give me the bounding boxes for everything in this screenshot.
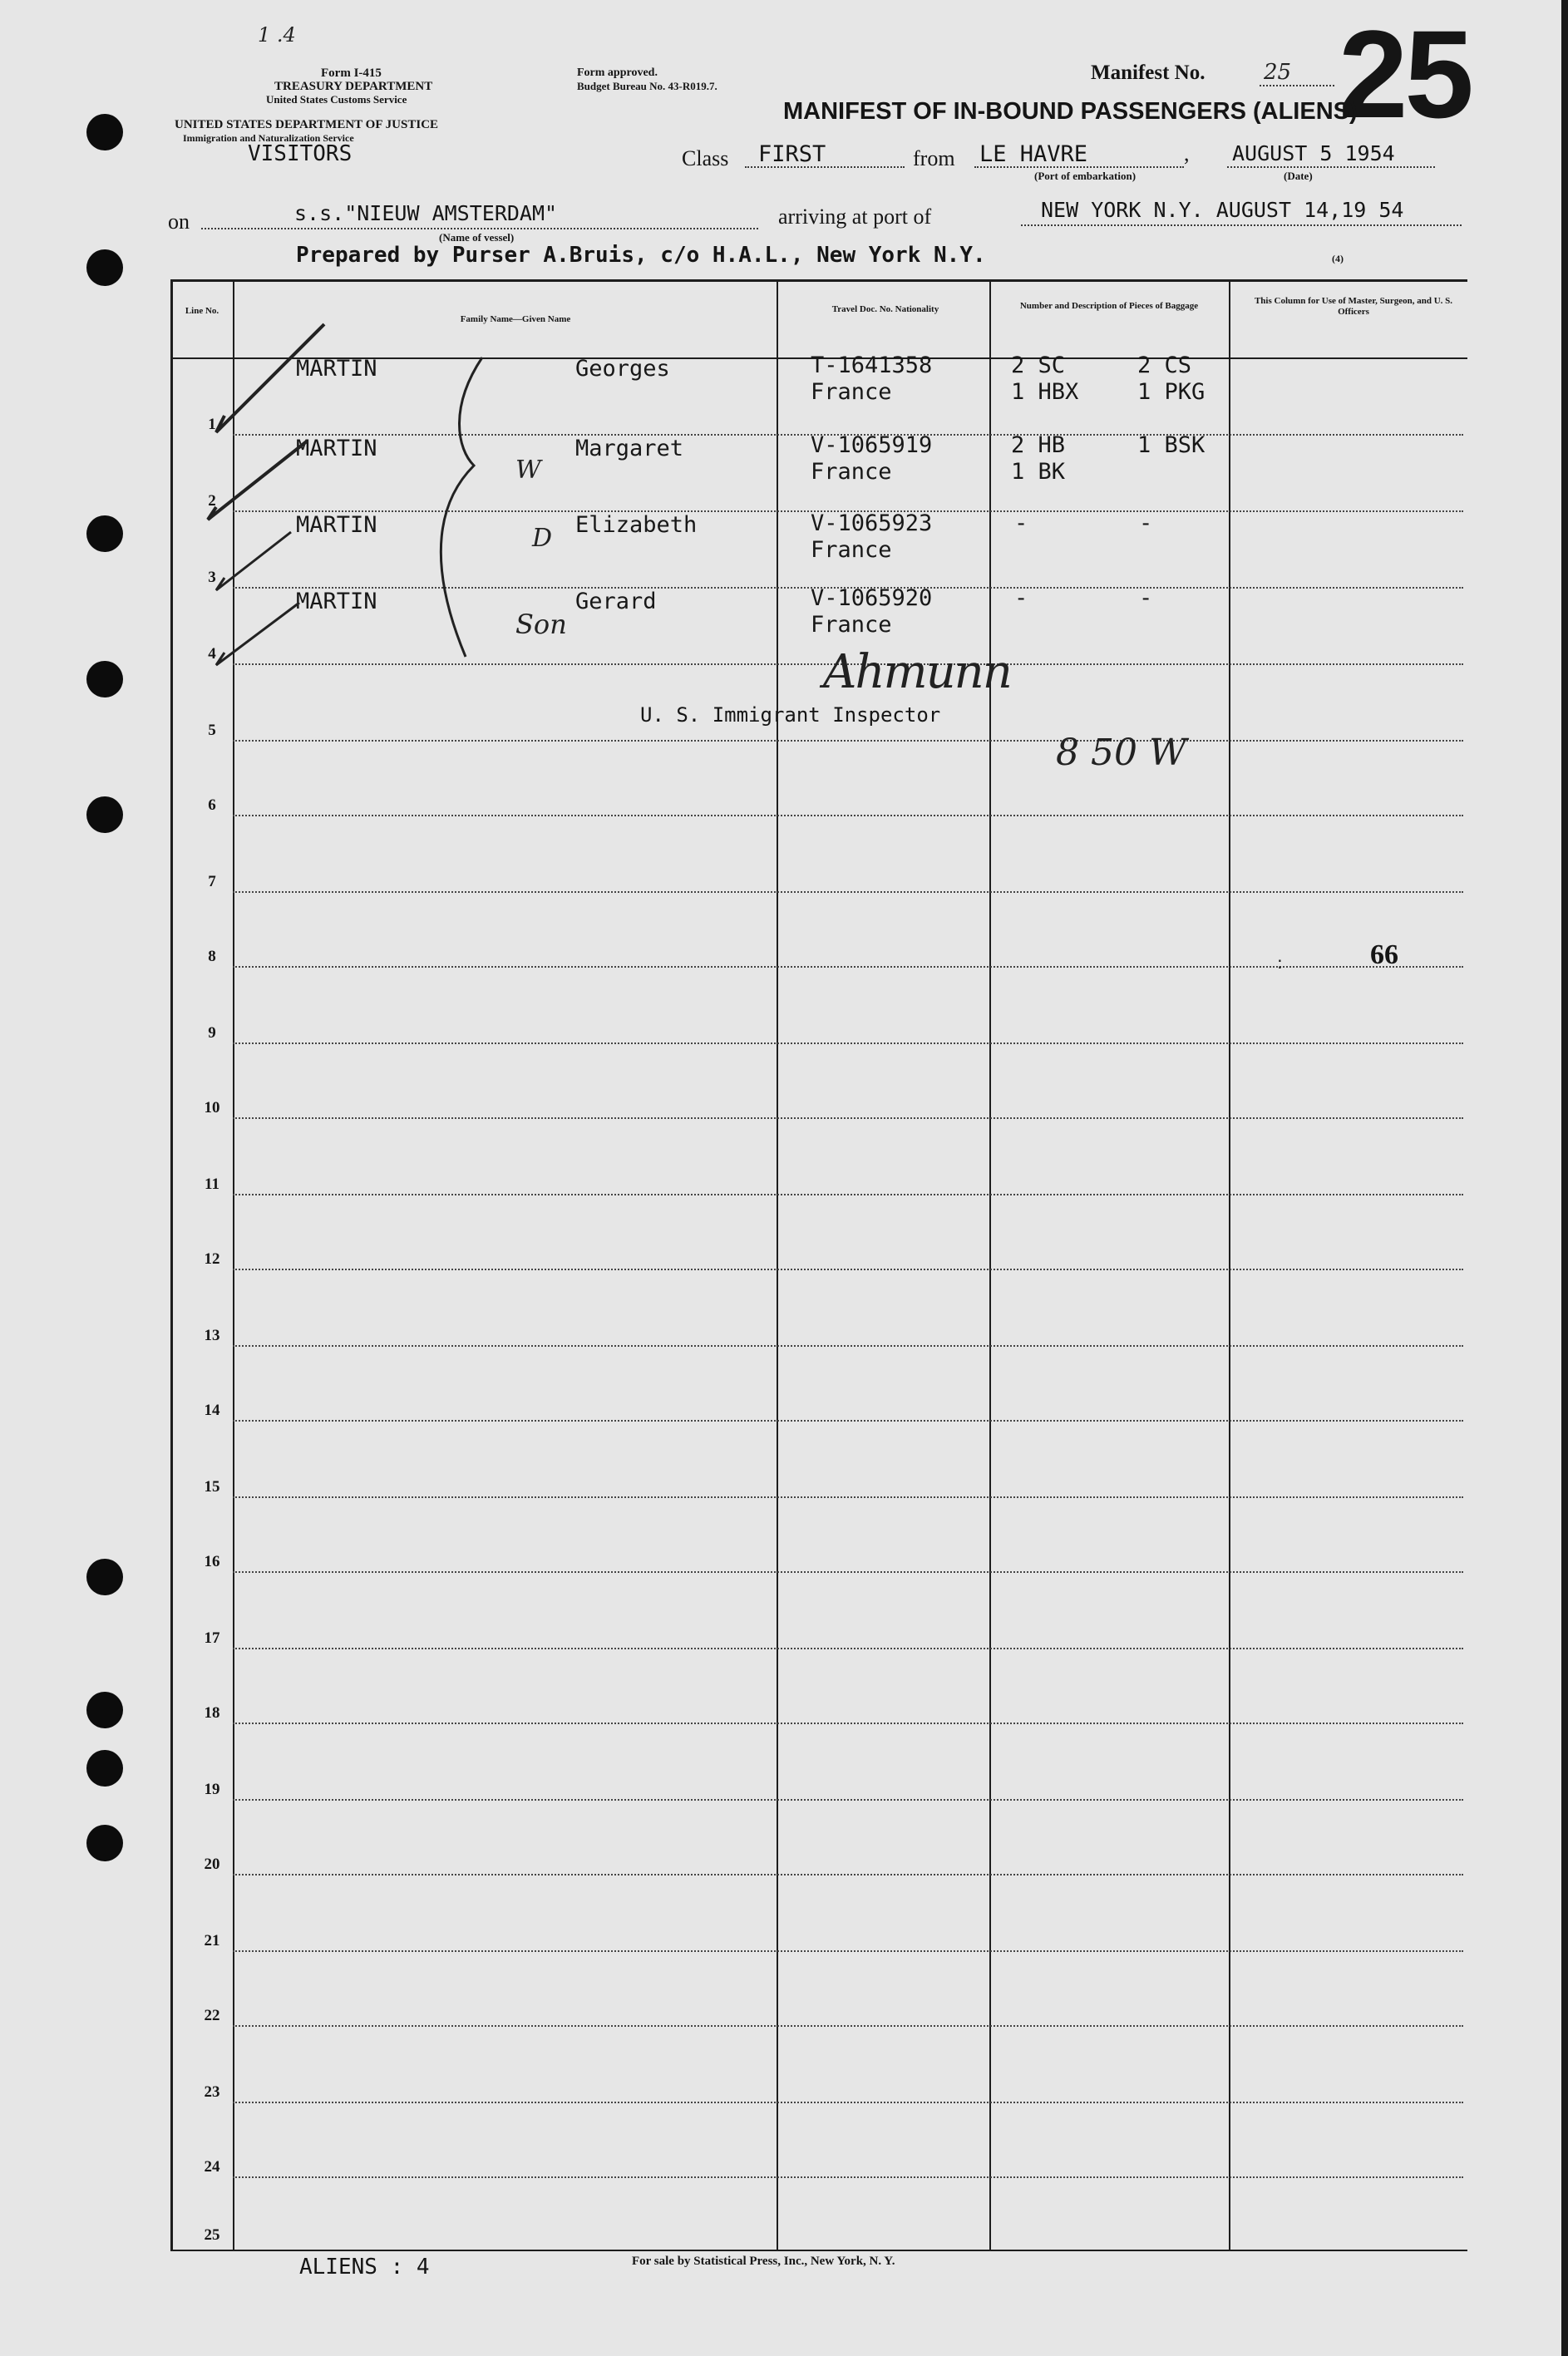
line-number: 21 xyxy=(204,1932,220,1949)
line-number: 22 xyxy=(204,2007,220,2024)
row-rule xyxy=(233,1648,1463,1649)
row-rule xyxy=(233,1420,1463,1422)
row-rule xyxy=(233,1723,1463,1724)
doc-col-divider xyxy=(989,279,991,2251)
binder-hole xyxy=(86,796,123,833)
baggage-item: 2 CS xyxy=(1137,352,1192,378)
inspector-label: U. S. Immigrant Inspector xyxy=(640,703,941,727)
binder-hole xyxy=(86,1825,123,1861)
baggage-item: 1 PKG xyxy=(1137,379,1206,405)
family-name: MARTIN xyxy=(296,512,377,538)
baggage-item: 1 HBX xyxy=(1011,379,1079,405)
baggage-item: 2 SC xyxy=(1011,352,1066,378)
arrival-underline xyxy=(1021,224,1462,226)
vessel-underline xyxy=(201,228,758,229)
line-number: 7 xyxy=(208,873,216,890)
margin-number: 66 xyxy=(1370,939,1398,970)
table-top-border xyxy=(170,279,1467,282)
col-header-officers: This Column for Use of Master, Surgeon, and U. S. Officers xyxy=(1254,296,1453,317)
line-number: 9 xyxy=(208,1024,216,1042)
line-number: 13 xyxy=(204,1327,220,1344)
date-underline xyxy=(1227,166,1435,168)
given-name: Elizabeth xyxy=(575,512,698,538)
line-number: 2 xyxy=(208,492,216,510)
line-number: 18 xyxy=(204,1704,220,1722)
line-number: 3 xyxy=(208,569,216,586)
baggage-col-divider xyxy=(1229,279,1230,2251)
row-rule xyxy=(233,1799,1463,1801)
prepared-by-line: Prepared by Purser A.Bruis, c/o H.A.L., New York N.Y. xyxy=(296,243,986,268)
row-rule xyxy=(233,740,1463,742)
date-value: AUGUST 5 1954 xyxy=(1232,141,1395,165)
line-number: 11 xyxy=(205,1176,219,1193)
line-number: 15 xyxy=(204,1478,220,1496)
nationality: France xyxy=(811,537,892,563)
row-rule xyxy=(233,1496,1463,1498)
given-name: Georges xyxy=(575,356,670,382)
class-underline xyxy=(745,166,905,168)
baggage-item: - xyxy=(1014,585,1028,611)
from-label: from xyxy=(913,146,955,170)
comma: , xyxy=(1184,141,1190,165)
line-number: 4 xyxy=(208,645,216,663)
line-number: 17 xyxy=(204,1629,220,1647)
line-number: 6 xyxy=(208,796,216,814)
checkmark-icon xyxy=(216,603,299,665)
line-number: 5 xyxy=(208,722,216,739)
row-rule xyxy=(233,1571,1463,1573)
manifest-no-value: 25 xyxy=(1264,60,1292,85)
binder-hole xyxy=(86,661,123,697)
aliens-stamp: ALIENS : 4 xyxy=(299,2255,430,2280)
checkmarks-and-bracket xyxy=(200,308,515,673)
stray-mark: : xyxy=(1277,953,1283,973)
line-number: 19 xyxy=(204,1781,220,1798)
table-bottom-border xyxy=(170,2250,1467,2251)
baggage-item: - xyxy=(1014,510,1028,536)
binder-hole xyxy=(86,1559,123,1595)
manifest-title: MANIFEST OF IN-BOUND PASSENGERS (ALIENS) xyxy=(783,98,1358,125)
justice-dept: UNITED STATES DEPARTMENT OF JUSTICE xyxy=(175,118,439,131)
row-rule xyxy=(233,1269,1463,1270)
baggage-item: 2 HB xyxy=(1011,432,1066,458)
relation-note: W xyxy=(515,456,541,485)
travel-doc-no: V-1065919 xyxy=(811,432,933,458)
checkmark-icon xyxy=(216,532,291,590)
col-header-name: Family Name—Given Name xyxy=(460,314,571,324)
footnote-4: (4) xyxy=(1332,253,1344,264)
row-rule xyxy=(233,891,1463,893)
binder-hole xyxy=(86,114,123,150)
baggage-item: - xyxy=(1139,510,1153,536)
family-name: MARTIN xyxy=(296,356,377,382)
name-col-divider xyxy=(777,279,778,2251)
class-value: FIRST xyxy=(758,141,826,167)
from-underline xyxy=(974,166,1184,168)
line-number: 16 xyxy=(204,1553,220,1570)
row-rule xyxy=(233,2102,1463,2103)
vessel-caption: (Name of vessel) xyxy=(439,231,515,244)
visitors-label: VISITORS xyxy=(248,141,353,166)
checkmark-icon xyxy=(216,324,324,432)
binder-hole xyxy=(86,515,123,552)
nationality: France xyxy=(811,612,892,638)
page-edge-shadow xyxy=(1561,0,1568,2356)
line-number: 25 xyxy=(204,2226,220,2244)
family-name: MARTIN xyxy=(296,589,377,614)
row-rule xyxy=(233,2025,1463,2027)
date-caption: (Date) xyxy=(1284,170,1313,182)
vessel-value: s.s."NIEUW AMSTERDAM" xyxy=(294,201,558,225)
row-rule xyxy=(233,1117,1463,1119)
line-number: 1 xyxy=(208,416,216,433)
big-page-number: 25 xyxy=(1339,4,1471,144)
travel-doc-no: V-1065923 xyxy=(811,510,933,536)
sale-note: For sale by Statistical Press, Inc., New York, N. Y. xyxy=(632,2255,895,2268)
baggage-item: 1 BSK xyxy=(1137,432,1206,458)
manifest-no-underline xyxy=(1260,85,1334,86)
line-number: 14 xyxy=(204,1402,220,1419)
arriving-label: arriving at port of xyxy=(778,205,932,229)
binder-hole xyxy=(86,1750,123,1787)
col-header-line-no: Line No. xyxy=(185,306,219,316)
family-bracket-icon xyxy=(441,357,482,657)
travel-doc-no: V-1065920 xyxy=(811,585,933,611)
row-rule xyxy=(233,1950,1463,1952)
class-label: Class xyxy=(682,146,729,170)
budget-bureau: Budget Bureau No. 43-R019.7. xyxy=(577,80,717,92)
table-left-border xyxy=(170,279,173,2251)
row-rule xyxy=(233,1194,1463,1195)
baggage-item: 1 BK xyxy=(1011,459,1066,485)
manifest-no-label: Manifest No. xyxy=(1091,62,1206,84)
inspector-time-note: 8 50 W xyxy=(1056,732,1187,774)
from-value: LE HAVRE xyxy=(979,141,1088,167)
line-number: 10 xyxy=(204,1099,220,1116)
relation-note: D xyxy=(532,524,553,553)
nationality: France xyxy=(811,459,892,485)
arrival-value: NEW YORK N.Y. AUGUST 14,19 54 xyxy=(1041,198,1404,222)
port-embark-caption: (Port of embarkation) xyxy=(1034,170,1137,182)
checkmark-icon xyxy=(208,441,308,520)
on-label: on xyxy=(168,209,190,234)
treasury-dept: TREASURY DEPARTMENT xyxy=(274,80,433,93)
col-header-travel-doc: Travel Doc. No. Nationality xyxy=(831,304,939,314)
row-rule xyxy=(233,815,1463,816)
given-name: Gerard xyxy=(575,589,657,614)
row-rule xyxy=(233,1042,1463,1044)
inspector-signature: Ahmunn xyxy=(823,645,1011,699)
travel-doc-no: T-1641358 xyxy=(811,352,933,378)
binder-hole xyxy=(86,249,123,286)
family-name: MARTIN xyxy=(296,436,377,461)
row-rule xyxy=(233,1345,1463,1347)
customs-service: United States Customs Service xyxy=(266,93,407,106)
relation-note: Son xyxy=(515,609,567,640)
top-scribble: 1 .4 xyxy=(258,23,296,47)
binder-hole xyxy=(86,1692,123,1728)
form-number: Form I-415 xyxy=(321,67,382,80)
immigration-service: Immigration and Naturalization Service xyxy=(183,132,354,144)
line-number: 24 xyxy=(204,2158,220,2176)
line-number: 12 xyxy=(204,1250,220,1268)
col-header-baggage: Number and Description of Pieces of Baggage xyxy=(1019,301,1199,311)
baggage-item: - xyxy=(1139,585,1153,611)
nationality: France xyxy=(811,379,892,405)
line-number: 20 xyxy=(204,1856,220,1873)
given-name: Margaret xyxy=(575,436,684,461)
row-rule xyxy=(233,1874,1463,1875)
line-number: 8 xyxy=(208,948,216,965)
line-number: 23 xyxy=(204,2083,220,2101)
form-approved: Form approved. xyxy=(577,67,658,79)
row-rule xyxy=(233,2176,1463,2178)
